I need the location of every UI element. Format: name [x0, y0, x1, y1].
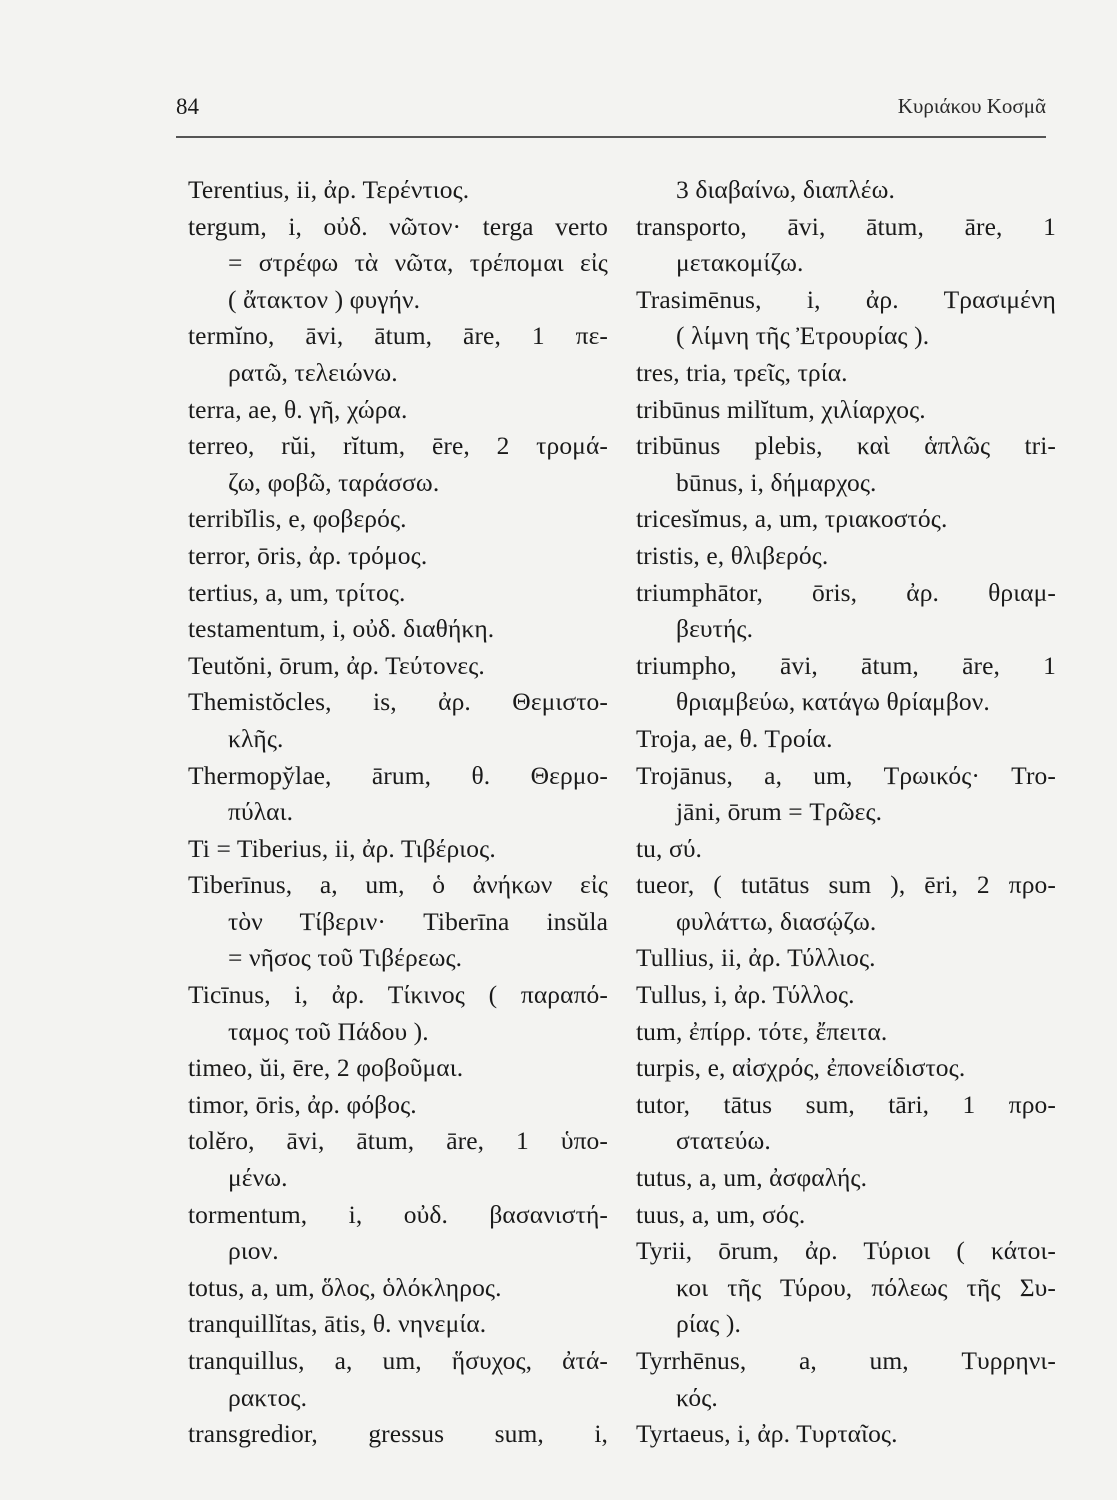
entry-line: būnus, i, δήμαρχος. [676, 467, 877, 497]
entry-line: Tullus, i, ἀρ. Τύλλος. [636, 980, 855, 1010]
entry-line: Terentius, ii, ἀρ. Τερέντιος. [188, 175, 470, 204]
entry-line: triumphātor, ōris, ἀρ. θριαμ- [636, 577, 1056, 607]
entry-line: θριαμβεύω, κατάγω θρίαμβον. [676, 687, 990, 717]
entry-line: ριον. [228, 1236, 279, 1266]
entry-line: tribūnus milĭtum, χιλίαρχος. [636, 394, 926, 424]
entry-line: tertius, a, um, τρίτος. [188, 577, 406, 607]
entry-line: Trasimēnus, i, ἀρ. Τρασιμένη [636, 284, 1056, 314]
entry-line: κοι τῆς Τύρου, πόλεως τῆς Συ- [676, 1272, 1056, 1302]
entry-line: timor, ōris, ἀρ. φόβος. [188, 1089, 417, 1119]
entry-line: tricesĭmus, a, um, τριακοστός. [636, 504, 948, 534]
entry-line: πύλαι. [228, 797, 294, 827]
entry-line: φυλάττω, διασῴζω. [676, 906, 877, 936]
entry-line: tuus, a, um, σός. [636, 1199, 806, 1229]
entry-line: Troja, ae, θ. Τροία. [636, 723, 833, 753]
entry-line: tergum, i, οὐδ. νῶτον· terga verto [188, 211, 608, 241]
entry-line: Tullius, ii, ἀρ. Τύλλιος. [636, 943, 876, 973]
entry-line: μετακομίζω. [676, 248, 804, 278]
entry-line: Tiberīnus, a, um, ὁ ἀνήκων εἰς [188, 870, 608, 900]
entry-line: μένω. [228, 1163, 288, 1193]
entry-line: tutus, a, um, ἀσφαλής. [636, 1163, 868, 1193]
entry-line: 3 διαβαίνω, διαπλέω. [676, 175, 895, 204]
page-header [176, 94, 1046, 130]
running-head: Κυριάκου Κοσμᾶ [897, 94, 1046, 118]
entry-line: tolĕro, āvi, ātum, āre, 1 ὑπο- [188, 1126, 608, 1156]
entry-line: Trojānus, a, um, Τρωικός· Tro- [636, 760, 1056, 790]
entry-line: transgredior, gressus sum, i, [188, 1419, 608, 1449]
entry-line: terribĭlis, e, φοβερός. [188, 504, 407, 534]
entry-line: totus, a, um, ὅλος, ὁλόκληρος. [188, 1272, 502, 1302]
entry-line: ρατῶ, τελειώνω. [228, 357, 398, 387]
entry-line: = νῆσος τοῦ Τιβέρεως. [228, 943, 463, 973]
entry-line: testamentum, i, οὐδ. διαθήκη. [188, 614, 495, 644]
entry-line: Ti = Tiberius, ii, ἀρ. Τιβέριος. [188, 833, 496, 863]
entry-line: tranquillus, a, um, ἥσυχος, ἀτά- [188, 1346, 608, 1375]
entry-line: = στρέφω τὰ νῶτα, τρέπομαι εἰς [228, 248, 608, 278]
entry-line: tum, ἐπίρρ. τότε, ἔπειτα. [636, 1016, 888, 1046]
entry-line: ( ἄτακτον ) φυγήν. [228, 284, 421, 314]
entry-line: Ticīnus, i, ἀρ. Τίκινος ( παραπό- [188, 980, 608, 1010]
entry-line: στατεύω. [676, 1126, 771, 1156]
page-number: 84 [176, 94, 199, 119]
entry-line: tueor, ( tutātus sum ), ēri, 2 προ- [636, 870, 1056, 900]
entry-line: tu, σύ. [636, 833, 703, 863]
entry-line: ρακτος. [228, 1382, 308, 1412]
entry-line: Tyrtaeus, i, ἀρ. Τυρταῖος. [636, 1419, 898, 1449]
entry-line: termĭno, āvi, ātum, āre, 1 πε- [188, 321, 608, 351]
entry-line: tres, tria, τρεῖς, τρία. [636, 357, 848, 387]
entry-line: Thermopy̆lae, ārum, θ. Θερμο- [188, 760, 608, 790]
entry-line: ταμος τοῦ Πάδου ). [228, 1016, 429, 1046]
entry-line: βευτής. [676, 614, 754, 644]
entry-line: turpis, e, αἰσχρός, ἐπονείδιστος. [636, 1053, 966, 1083]
entry-line: tutor, tātus sum, tāri, 1 προ- [636, 1089, 1056, 1119]
entry-line: κός. [676, 1382, 718, 1412]
right-column [636, 172, 1056, 1453]
entry-line: Teutŏni, ōrum, ἀρ. Τεύτονες. [188, 650, 485, 680]
entry-line: timeo, ŭi, ēre, 2 φοβοῦμαι. [188, 1053, 464, 1083]
entry-line: Themistŏcles, is, ἀρ. Θεμιστο- [188, 687, 608, 717]
entry-line: terror, ōris, ἀρ. τρόμος. [188, 540, 428, 570]
entry-line: transporto, āvi, ātum, āre, 1 [636, 211, 1056, 241]
entry-line: ζω, φοβῶ, ταράσσω. [228, 467, 440, 497]
entry-line: tranquillĭtas, ātis, θ. νηνεμία. [188, 1309, 487, 1339]
entry-line: κλῆς. [228, 723, 284, 753]
entry-line: ρίας ). [676, 1309, 741, 1339]
entry-line: tristis, e, θλιβερός. [636, 540, 829, 570]
entry-line: terreo, rŭi, rĭtum, ēre, 2 τρομά- [188, 431, 608, 461]
entry-line: tribūnus plebis, καὶ ἁπλῶς tri- [636, 431, 1056, 461]
entry-line: ( λίμνη τῆς Ἐτρουρίας ). [676, 321, 930, 351]
entry-line: Tyrrhēnus, a, um, Τυρρηνι- [636, 1346, 1056, 1375]
entry-line: jāni, ōrum = Τρῶες. [676, 797, 883, 827]
entry-line: tormentum, i, οὐδ. βασανιστή- [188, 1199, 608, 1229]
left-column [188, 172, 608, 1453]
entry-line: τὸν Τίβεριν· Tiberīna insŭla [228, 906, 608, 936]
entry-line: triumpho, āvi, ātum, āre, 1 [636, 650, 1056, 680]
entry-line: terra, ae, θ. γῆ, χώρα. [188, 394, 408, 424]
entry-line: Tyrii, ōrum, ἀρ. Τύριοι ( κάτοι- [636, 1236, 1056, 1266]
header-rule [176, 136, 1046, 138]
